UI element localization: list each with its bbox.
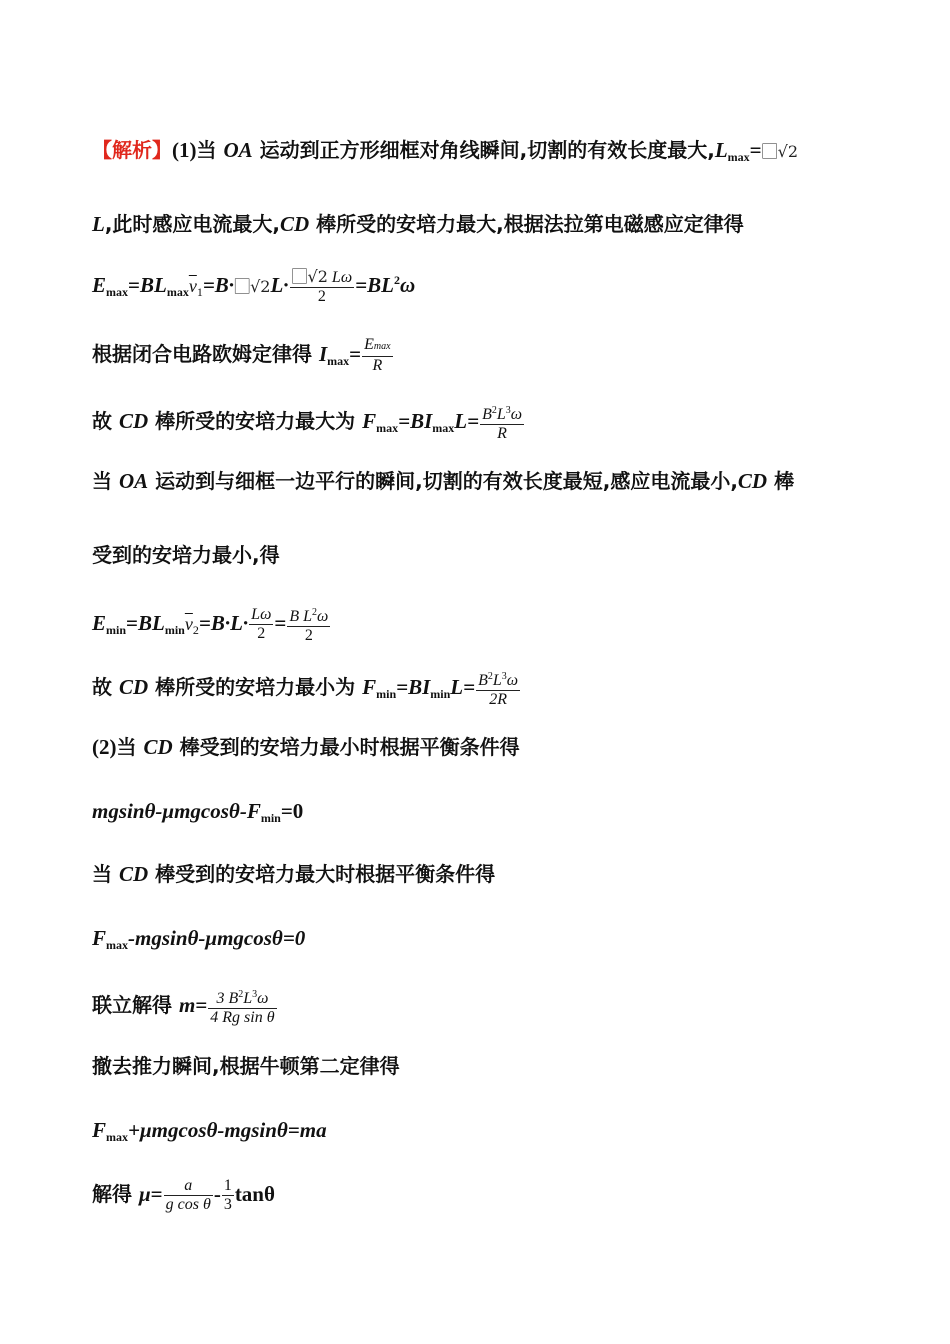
formula-emin: $E_{min}=BL_{min}\overline{v}_2=B\cdot L\cdot$ $\frac{L\omega}{2}$ = $\frac{B L^2\omega}{2}$ bbox=[92, 606, 329, 644]
formula-emax: $E_{max}=BL_{max}\overline{v}_1=B\cdot⃞√2L\cdot$ $\frac{⃞√2 L\omega}{2}$ $=BL^2\omega$ bbox=[92, 266, 416, 305]
formula-fmin: 故 CD 棒所受的安培力最小为 $F_{min}=BI_{min}L=$ $\frac{B^2L^3\omega}{2R}$ bbox=[92, 668, 521, 709]
fraction: $\frac{B L^2\omega}{2}$ bbox=[287, 604, 330, 645]
line-max-balance: 当 CD 棒受到的安培力最大时根据平衡条件得 bbox=[92, 862, 496, 886]
fraction: $\frac{B^2L^3\omega}{2R}$ bbox=[476, 668, 520, 709]
line-1: 【解析】(1)当 OA 运动到正方形细框对角线瞬间,切割的有效长度最大$,L_{max}=⃞√2$ bbox=[92, 138, 799, 164]
formula-fmax: 故 CD 棒所受的安培力最大为 $F_{max}=BI_{max}L=$ $\frac{B^2L^3\omega}{R}$ bbox=[92, 402, 525, 443]
formula-imax: 根据闭合电路欧姆定律得 $I_{max}=$ $\frac{Emax}{R}$ bbox=[92, 336, 391, 374]
fraction: $\frac{1}{3}$ bbox=[223, 1177, 232, 1213]
formula-m: 联立解得 m= $\frac{3 B^2L^3\omega}{\text{4 Rg sin θ}}$ bbox=[92, 986, 278, 1027]
fraction: $\frac{3 B^2L^3\omega}{\text{4 Rg sin θ}}$ bbox=[208, 986, 276, 1027]
fraction: $\frac{L\omega}{2}$ bbox=[251, 606, 272, 642]
equation-1: mgsinθ-$\mu mgcos\theta-F_{min}=0$ bbox=[92, 799, 304, 825]
line-min-force: 受到的安培力最小,得 bbox=[92, 543, 280, 567]
equation-2: $F_{max}-mgsin\theta-\mu mgcos\theta=0$ bbox=[92, 926, 306, 952]
equation-3: $F_{max}+\mu mgcos\theta-mgsin\theta=ma$ bbox=[92, 1118, 327, 1144]
formula-mu: 解得 μ= $\frac{a}{\text{g cos θ}}$ - $\frac{1}{3}$ tanθ bbox=[92, 1177, 275, 1213]
line-2: L,此时感应电流最大,CD 棒所受的安培力最大,根据法拉第电磁感应定律得 bbox=[92, 212, 744, 236]
fraction: $\frac{Emax}{R}$ bbox=[364, 336, 391, 374]
fraction: $\frac{B^2L^3\omega}{R}$ bbox=[480, 402, 524, 443]
fraction: $\frac{⃞√2 L\omega}{2}$ bbox=[291, 266, 353, 305]
analysis-label: 【解析】 bbox=[92, 138, 172, 162]
line-parallel: 当 OA 运动到与细框一边平行的瞬间,切割的有效长度最短,感应电流最小,CD 棒 bbox=[92, 469, 795, 493]
line-newton: 撤去推力瞬间,根据牛顿第二定律得 bbox=[92, 1054, 400, 1078]
line-part-2: (2)当 CD 棒受到的安培力最小时根据平衡条件得 bbox=[92, 735, 520, 759]
fraction: $\frac{a}{\text{g cos θ}}$ bbox=[165, 1177, 211, 1213]
